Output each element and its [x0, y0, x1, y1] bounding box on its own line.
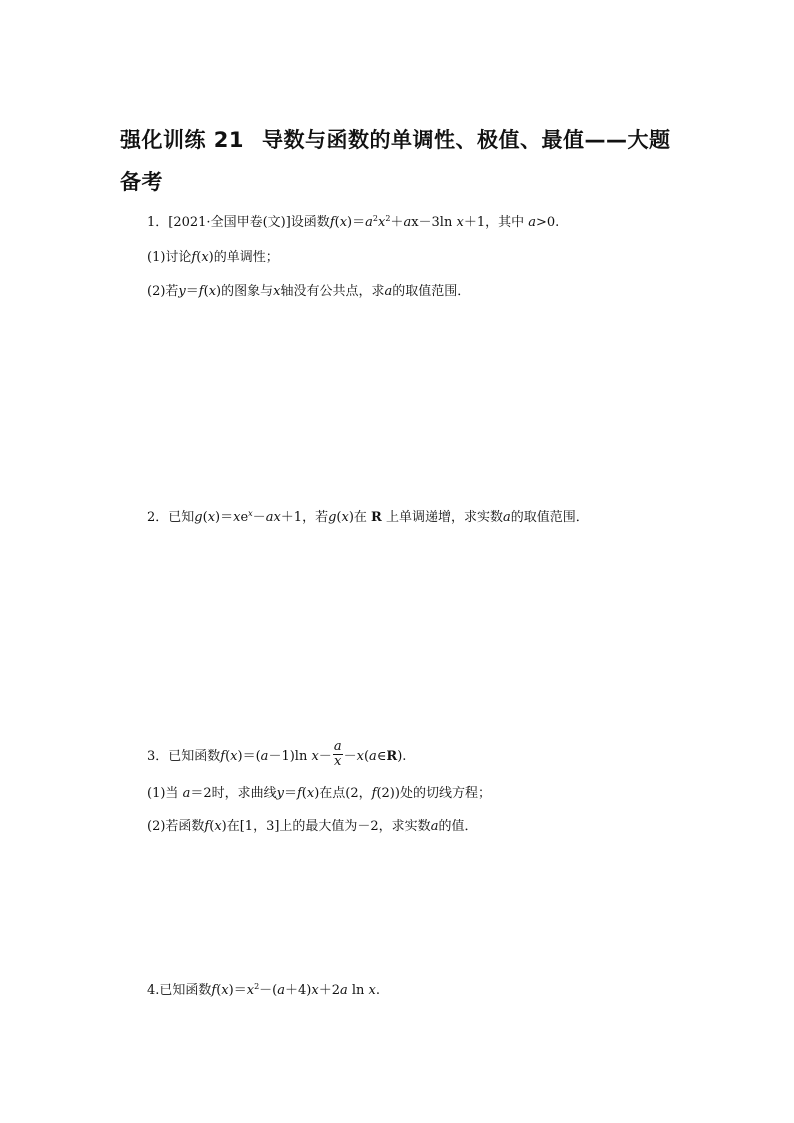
problem-2-statement: 2．已知$g(x)=xe^x-ax+1$，若g(x)在 R 上单调递增，求实数a的取值范围．: [147, 509, 589, 525]
page-title: [120, 124, 671, 154]
title-part-2: 导数与函数的单调性、极值、最值——大题: [262, 128, 671, 152]
problem-1-part-1: (1)讨论f(x)的单调性；: [147, 250, 279, 265]
title-part-1: 强化训练 21: [120, 128, 245, 152]
problem-1-part-2: (2)若y＝f(x)的图象与x轴没有公共点，求a的取值范围．: [147, 284, 471, 299]
page-title-continuation: 备考: [120, 170, 163, 194]
problem-1-source: [2021·全国甲卷(文)]: [168, 215, 291, 230]
problem-4-statement: 4.已知函数$f(x)=x^2-(a+4)x+2a$ ln x.: [147, 982, 381, 998]
problem-3-statement: 3．已知函数f(x)＝(a－1)ln x－ $\frac{a}{x}$ －x(a∈R).: [147, 739, 407, 769]
fraction-a-over-x: $\frac{a}{x}$: [333, 739, 342, 769]
problem-1-statement: 1．[2021·全国甲卷(文)]设函数$f(x)=a^2x^2+ax-3\ln$ x＋1，其中 a>0.: [147, 214, 560, 230]
problem-3-part-2: (2)若函数f(x)在[1，3]上的最大值为－2，求实数a的值．: [147, 819, 478, 834]
problem-3-part-1: (1)当 a＝2时，求曲线y＝f(x)在点(2，f(2))处的切线方程；: [147, 786, 491, 801]
